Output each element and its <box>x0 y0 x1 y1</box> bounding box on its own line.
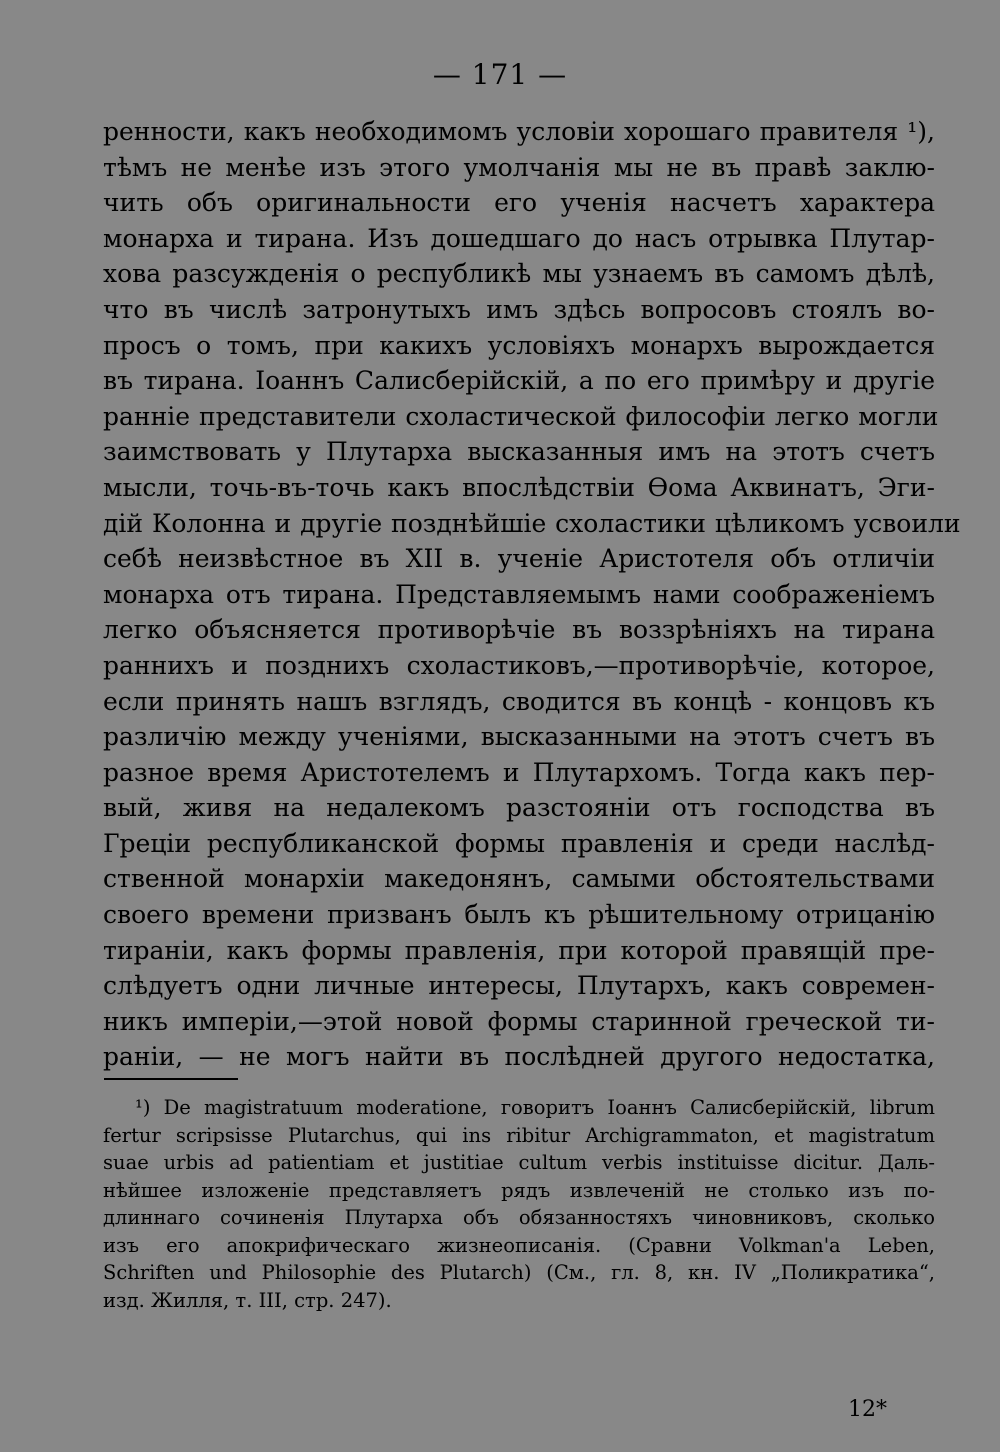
text-line: мысли, точь-въ-точь какъ впослѣдствіи Ѳома Аквинатъ, Эги- <box>103 472 935 502</box>
text-line: ственной монархіи македонянъ, самыми обстоятельствами <box>103 864 935 894</box>
footnote-line: изд. Жилля, т. III, стр. 247). <box>103 1288 392 1312</box>
text-line: ранніе представители схоластической философіи легко могли <box>103 401 939 431</box>
text-line: ренности, какъ необходимомъ условіи хорошаго правителя ¹), <box>103 117 935 146</box>
text-line: тираніи, какъ формы правленія, при которой правящій пре- <box>103 935 935 965</box>
footnote-line: Schriften und Philosophie des Plutarch) (См., гл. 8, кн. IV „Поликратика“, <box>103 1261 935 1284</box>
text-line: дій Колонна и другіе позднѣйшіе схоластики цѣликомъ усвоили <box>103 508 961 538</box>
text-line: раніи, — не могъ найти въ послѣдней другого недостатка, <box>103 1042 935 1072</box>
text-line: слѣдуетъ одни личные интересы, Плутархъ, какъ современ- <box>103 971 935 1001</box>
text-line: что въ числѣ затронутыхъ имъ здѣсь вопросовъ стоялъ во- <box>103 294 935 324</box>
footnote-line: нѣйшее изложеніе представляетъ рядъ извлеченій не столько изъ по- <box>103 1178 935 1202</box>
footnote-line: длиннаго сочиненія Плутарха объ обязанностяхъ чиновниковъ, сколько <box>103 1206 935 1229</box>
text-line: разное время Аристотелемъ и Плутархомъ. Тогда какъ пер- <box>103 757 935 787</box>
signature-mark: 12* <box>848 1397 887 1422</box>
footnote-line: fertur scripsisse Plutarchus, qui ins ribitur Archigrammaton, et magistratum <box>103 1123 935 1147</box>
main-text-block <box>103 114 961 1075</box>
text-line: раннихъ и позднихъ схоластиковъ,—противорѣчіе, которое, <box>103 650 935 680</box>
text-line: монарха и тирана. Изъ дошедшаго до насъ отрывка Плутар- <box>103 223 935 253</box>
text-line: различію между ученіями, высказанными на этотъ счетъ въ <box>103 722 935 752</box>
footnote-line: изъ его апокрифическаго жизнеописанія. (Сравни Volkman'a Leben, <box>103 1233 935 1257</box>
text-line: заимствовать у Плутарха высказанныя имъ на этотъ счетъ <box>103 437 935 467</box>
text-line: себѣ неизвѣстное въ XII в. ученіе Аристотеля объ отличіи <box>103 544 935 574</box>
text-line: если принять нашъ взглядъ, сводится въ концѣ - концовъ къ <box>103 686 935 716</box>
page-number: — 171 — <box>432 58 568 91</box>
text-line: вый, живя на недалекомъ разстояніи отъ господства въ <box>103 793 935 823</box>
footnote-line: suae urbis ad patientiam et justitiae cultum verbis instituisse dicitur. Даль- <box>103 1151 935 1174</box>
footnote-block <box>103 1094 935 1314</box>
text-line: тѣмъ не менѣе изъ этого умолчанія мы не въ правѣ заклю- <box>103 152 935 182</box>
footnote-divider <box>104 1078 238 1080</box>
text-line: монарха отъ тирана. Представляемымъ нами соображеніемъ <box>103 579 935 609</box>
text-line: никъ имперіи,—этой новой формы старинной греческой ти- <box>103 1006 935 1036</box>
text-line: просъ о томъ, при какихъ условіяхъ монархъ вырождается <box>103 330 935 360</box>
text-line: въ тирана. Іоаннъ Салисберійскій, а по его примѣру и другіе <box>103 366 935 396</box>
text-line: хова разсужденія о республикѣ мы узнаемъ въ самомъ дѣлѣ, <box>103 259 935 289</box>
text-line: легко объясняется противорѣчіе въ воззрѣніяхъ на тирана <box>103 615 935 645</box>
text-line: Греціи республиканской формы правленія и среди наслѣд- <box>103 828 935 858</box>
text-line: чить объ оригинальности его ученія насчетъ характера <box>103 188 935 218</box>
text-line: своего времени призванъ былъ къ рѣшительному отрицанію <box>103 900 935 930</box>
footnote-line: ¹) De magistratuum moderatione, говоритъ Іоаннъ Салисберійскій, librum <box>135 1096 935 1119</box>
